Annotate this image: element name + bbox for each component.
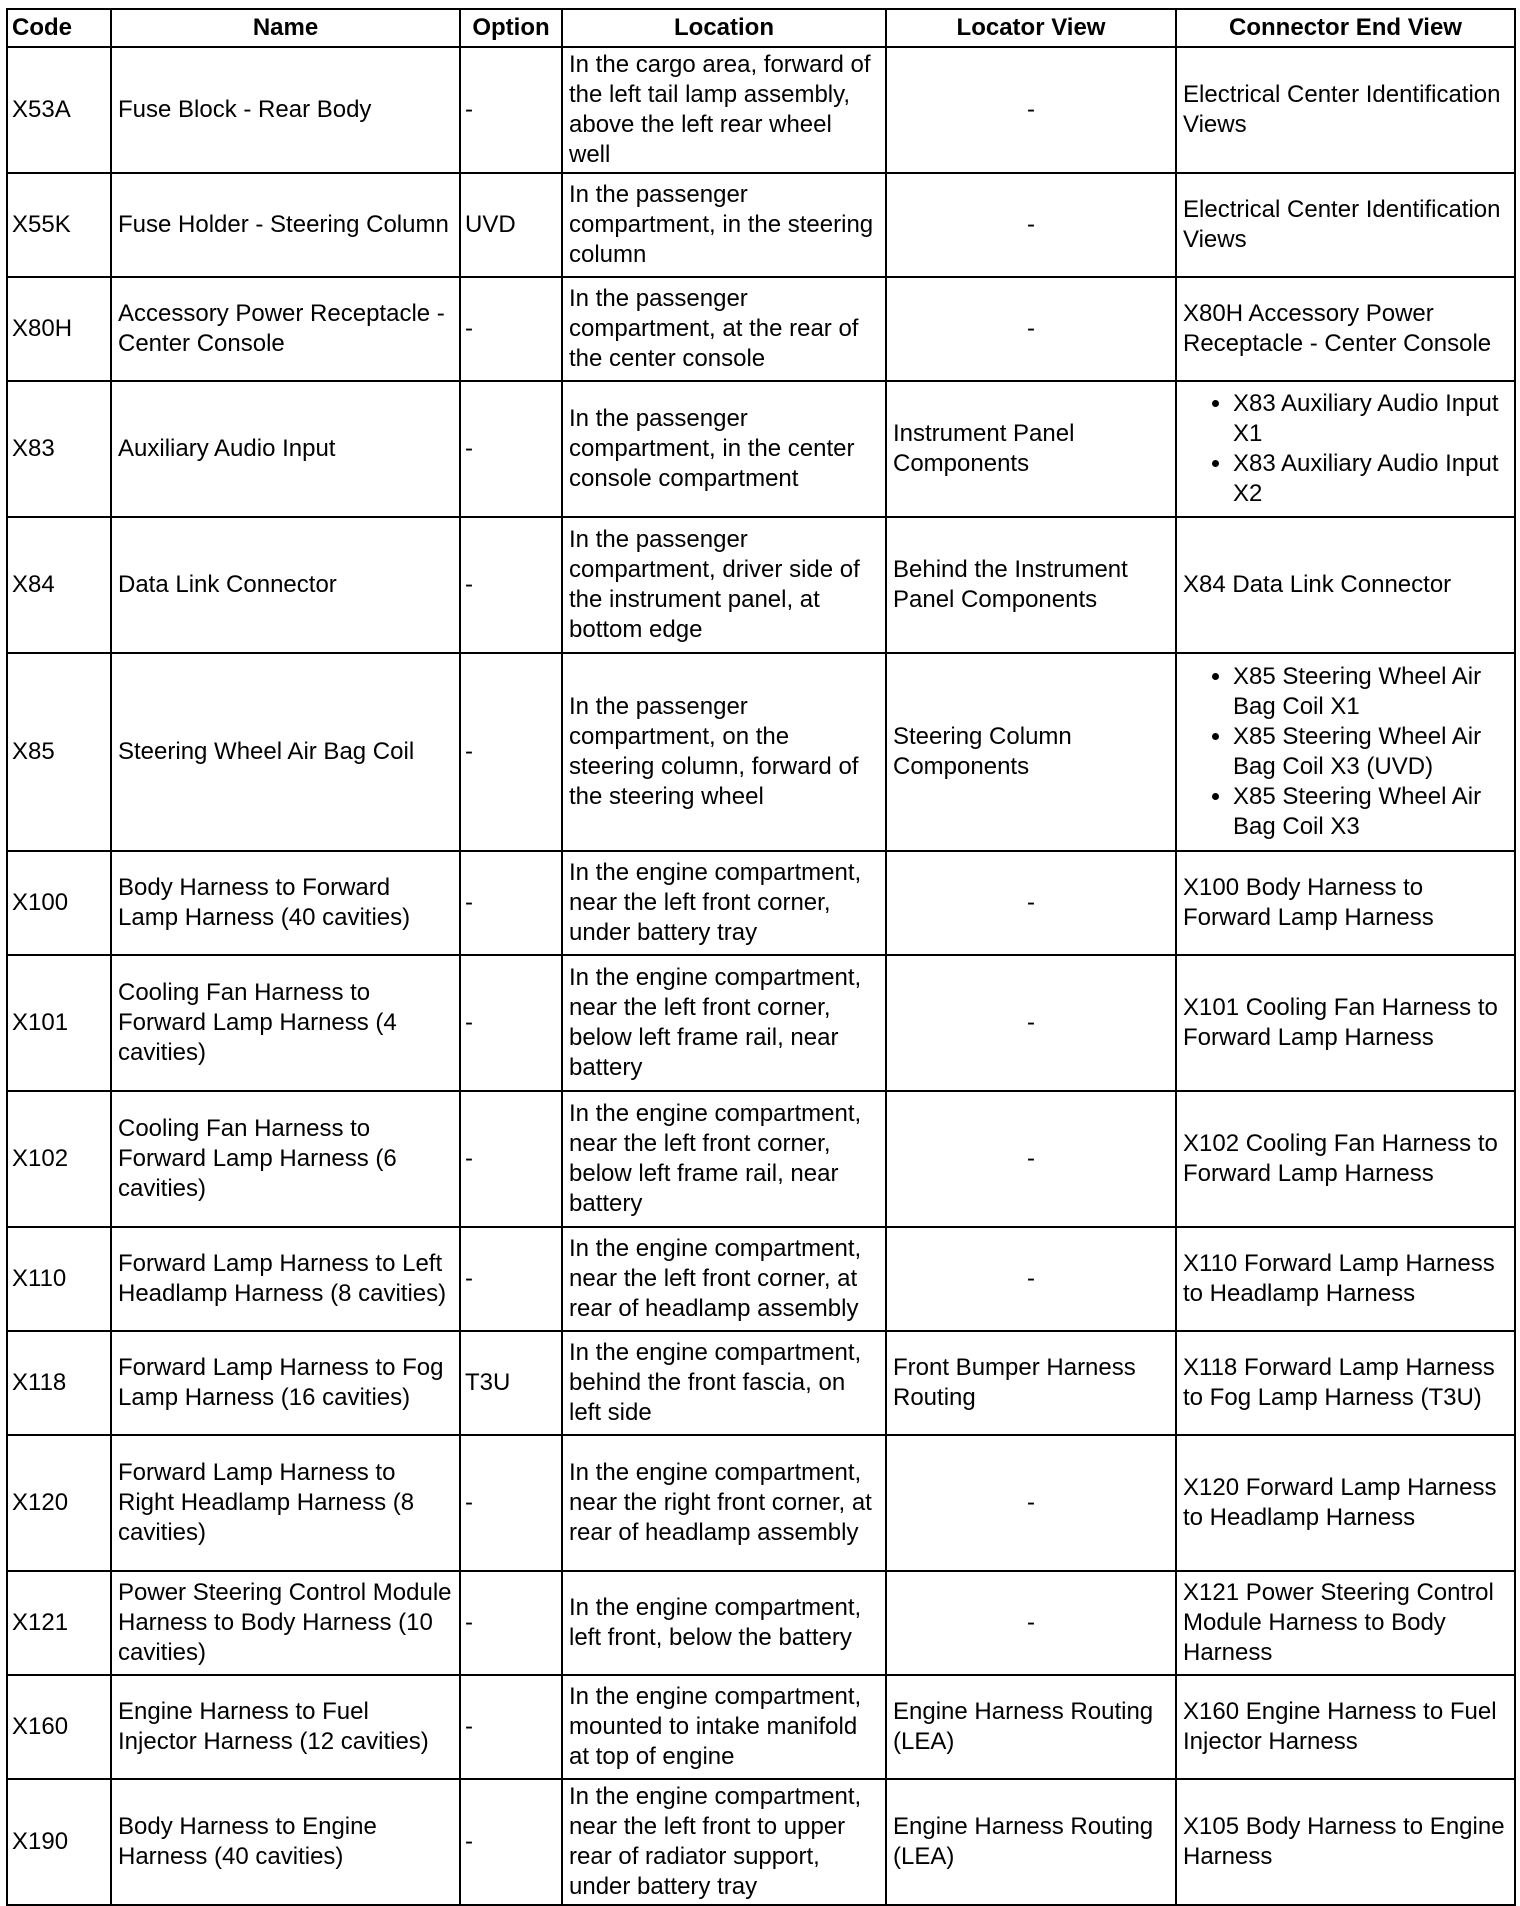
cell-location: In the passenger compartment, in the steering column bbox=[562, 173, 886, 277]
cell-location: In the engine compartment, near the left front corner, below left frame rail, near battery bbox=[562, 1091, 886, 1227]
cell-option: - bbox=[460, 851, 562, 955]
cell-name: Forward Lamp Harness to Fog Lamp Harness (16 cavities) bbox=[111, 1331, 460, 1435]
cell-option: - bbox=[460, 1091, 562, 1227]
cell-location: In the passenger compartment, at the rear of the center console bbox=[562, 277, 886, 381]
cell-code: X83 bbox=[7, 381, 111, 517]
table-row bbox=[7, 47, 1515, 173]
cell-location: In the passenger compartment, in the center console compartment bbox=[562, 381, 886, 517]
table-row bbox=[7, 1091, 1515, 1227]
table-row bbox=[7, 1779, 1515, 1905]
cell-connector-end-view: X118 Forward Lamp Harness to Fog Lamp Harness (T3U) bbox=[1176, 1331, 1515, 1435]
table-row bbox=[7, 1435, 1515, 1571]
list-item: • X83 Auxiliary Audio Input X2 bbox=[1233, 449, 1508, 509]
cell-name: Cooling Fan Harness to Forward Lamp Harness (4 cavities) bbox=[111, 955, 460, 1091]
cell-locator-view: - bbox=[886, 1435, 1176, 1571]
connector-list bbox=[1183, 662, 1508, 842]
cell-option: - bbox=[460, 653, 562, 851]
list-item: • X85 Steering Wheel Air Bag Coil X3 bbox=[1233, 782, 1508, 842]
cell-locator-view: - bbox=[886, 955, 1176, 1091]
cell-connector-end-view bbox=[1176, 381, 1515, 517]
cell-option: - bbox=[460, 1571, 562, 1675]
cell-connector-end-view: Electrical Center Identification Views bbox=[1176, 173, 1515, 277]
cell-connector-end-view: X121 Power Steering Control Module Harness to Body Harness bbox=[1176, 1571, 1515, 1675]
cell-connector-end-view bbox=[1176, 653, 1515, 851]
header-row bbox=[7, 9, 1515, 47]
header-connector-end-view: Connector End View bbox=[1176, 9, 1515, 47]
table-row bbox=[7, 1227, 1515, 1331]
table-row bbox=[7, 653, 1515, 851]
cell-code: X85 bbox=[7, 653, 111, 851]
cell-locator-view: Instrument Panel Components bbox=[886, 381, 1176, 517]
cell-name: Forward Lamp Harness to Left Headlamp Harness (8 cavities) bbox=[111, 1227, 460, 1331]
cell-locator-view: - bbox=[886, 1571, 1176, 1675]
list-item: • X83 Auxiliary Audio Input X1 bbox=[1233, 389, 1508, 449]
cell-name: Data Link Connector bbox=[111, 517, 460, 653]
cell-name: Power Steering Control Module Harness to Body Harness (10 cavities) bbox=[111, 1571, 460, 1675]
cell-connector-end-view: X120 Forward Lamp Harness to Headlamp Harness bbox=[1176, 1435, 1515, 1571]
cell-location: In the passenger compartment, on the steering column, forward of the steering wheel bbox=[562, 653, 886, 851]
cell-option: - bbox=[460, 1779, 562, 1905]
header-code: Code bbox=[7, 9, 111, 47]
cell-code: X118 bbox=[7, 1331, 111, 1435]
cell-code: X110 bbox=[7, 1227, 111, 1331]
cell-connector-end-view: Electrical Center Identification Views bbox=[1176, 47, 1515, 173]
cell-location: In the passenger compartment, driver side of the instrument panel, at bottom edge bbox=[562, 517, 886, 653]
cell-connector-end-view: X105 Body Harness to Engine Harness bbox=[1176, 1779, 1515, 1905]
cell-locator-view: - bbox=[886, 277, 1176, 381]
cell-locator-view: - bbox=[886, 173, 1176, 277]
cell-name: Accessory Power Receptacle - Center Console bbox=[111, 277, 460, 381]
cell-location: In the cargo area, forward of the left tail lamp assembly, above the left rear wheel well bbox=[562, 47, 886, 173]
cell-name: Steering Wheel Air Bag Coil bbox=[111, 653, 460, 851]
table-row bbox=[7, 381, 1515, 517]
cell-code: X121 bbox=[7, 1571, 111, 1675]
cell-option: - bbox=[460, 1435, 562, 1571]
connector-table bbox=[6, 8, 1516, 1906]
cell-name: Engine Harness to Fuel Injector Harness (12 cavities) bbox=[111, 1675, 460, 1779]
cell-connector-end-view: X84 Data Link Connector bbox=[1176, 517, 1515, 653]
cell-location: In the engine compartment, mounted to intake manifold at top of engine bbox=[562, 1675, 886, 1779]
table-row bbox=[7, 1675, 1515, 1779]
table-row bbox=[7, 1331, 1515, 1435]
cell-code: X120 bbox=[7, 1435, 111, 1571]
cell-locator-view: - bbox=[886, 47, 1176, 173]
cell-locator-view: Engine Harness Routing (LEA) bbox=[886, 1779, 1176, 1905]
cell-name: Forward Lamp Harness to Right Headlamp Harness (8 cavities) bbox=[111, 1435, 460, 1571]
list-item: • X85 Steering Wheel Air Bag Coil X1 bbox=[1233, 662, 1508, 722]
table-row bbox=[7, 277, 1515, 381]
table-row bbox=[7, 1571, 1515, 1675]
cell-connector-end-view: X80H Accessory Power Receptacle - Center Console bbox=[1176, 277, 1515, 381]
cell-name: Auxiliary Audio Input bbox=[111, 381, 460, 517]
cell-name: Body Harness to Engine Harness (40 cavities) bbox=[111, 1779, 460, 1905]
table-row bbox=[7, 955, 1515, 1091]
cell-location: In the engine compartment, behind the front fascia, on left side bbox=[562, 1331, 886, 1435]
cell-code: X190 bbox=[7, 1779, 111, 1905]
header-name: Name bbox=[111, 9, 460, 47]
cell-option: - bbox=[460, 517, 562, 653]
cell-locator-view: - bbox=[886, 1227, 1176, 1331]
cell-connector-end-view: X160 Engine Harness to Fuel Injector Harness bbox=[1176, 1675, 1515, 1779]
cell-code: X102 bbox=[7, 1091, 111, 1227]
cell-connector-end-view: X101 Cooling Fan Harness to Forward Lamp Harness bbox=[1176, 955, 1515, 1091]
cell-location: In the engine compartment, left front, below the battery bbox=[562, 1571, 886, 1675]
table-row bbox=[7, 173, 1515, 277]
header-location: Location bbox=[562, 9, 886, 47]
cell-locator-view: - bbox=[886, 1091, 1176, 1227]
header-locator-view: Locator View bbox=[886, 9, 1176, 47]
table-row bbox=[7, 517, 1515, 653]
cell-option: - bbox=[460, 47, 562, 173]
cell-location: In the engine compartment, near the left front corner, below left frame rail, near battery bbox=[562, 955, 886, 1091]
connector-list bbox=[1183, 389, 1508, 509]
cell-locator-view: Behind the Instrument Panel Components bbox=[886, 517, 1176, 653]
cell-option: - bbox=[460, 381, 562, 517]
cell-locator-view: Steering Column Components bbox=[886, 653, 1176, 851]
cell-locator-view: - bbox=[886, 851, 1176, 955]
cell-code: X80H bbox=[7, 277, 111, 381]
cell-locator-view: Engine Harness Routing (LEA) bbox=[886, 1675, 1176, 1779]
cell-connector-end-view: X110 Forward Lamp Harness to Headlamp Harness bbox=[1176, 1227, 1515, 1331]
cell-option: T3U bbox=[460, 1331, 562, 1435]
table-body bbox=[7, 47, 1515, 1905]
cell-option: UVD bbox=[460, 173, 562, 277]
cell-option: - bbox=[460, 277, 562, 381]
cell-code: X53A bbox=[7, 47, 111, 173]
cell-connector-end-view: X100 Body Harness to Forward Lamp Harness bbox=[1176, 851, 1515, 955]
cell-name: Body Harness to Forward Lamp Harness (40 cavities) bbox=[111, 851, 460, 955]
list-item: • X85 Steering Wheel Air Bag Coil X3 (UVD) bbox=[1233, 722, 1508, 782]
cell-name: Cooling Fan Harness to Forward Lamp Harness (6 cavities) bbox=[111, 1091, 460, 1227]
cell-location: In the engine compartment, near the left front to upper rear of radiator support, under battery tray bbox=[562, 1779, 886, 1905]
cell-code: X84 bbox=[7, 517, 111, 653]
cell-location: In the engine compartment, near the right front corner, at rear of headlamp assembly bbox=[562, 1435, 886, 1571]
cell-code: X100 bbox=[7, 851, 111, 955]
cell-location: In the engine compartment, near the left front corner, at rear of headlamp assembly bbox=[562, 1227, 886, 1331]
cell-option: - bbox=[460, 1675, 562, 1779]
table-row bbox=[7, 851, 1515, 955]
cell-code: X160 bbox=[7, 1675, 111, 1779]
cell-code: X55K bbox=[7, 173, 111, 277]
cell-option: - bbox=[460, 955, 562, 1091]
cell-name: Fuse Block - Rear Body bbox=[111, 47, 460, 173]
cell-location: In the engine compartment, near the left front corner, under battery tray bbox=[562, 851, 886, 955]
header-option: Option bbox=[460, 9, 562, 47]
cell-name: Fuse Holder - Steering Column bbox=[111, 173, 460, 277]
cell-option: - bbox=[460, 1227, 562, 1331]
cell-locator-view: Front Bumper Harness Routing bbox=[886, 1331, 1176, 1435]
cell-code: X101 bbox=[7, 955, 111, 1091]
cell-connector-end-view: X102 Cooling Fan Harness to Forward Lamp Harness bbox=[1176, 1091, 1515, 1227]
